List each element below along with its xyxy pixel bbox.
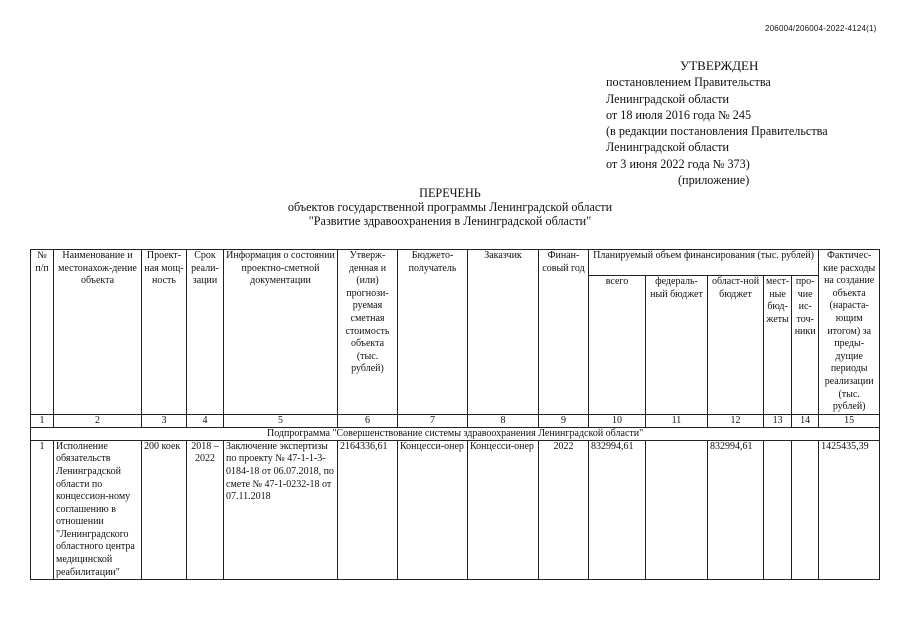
cell-regional: 832994,61 [708,440,764,580]
approval-appendix: (приложение) [678,173,750,188]
document-id: 206004/206004-2022-4124(1) [765,24,877,33]
cell-year: 2022 [539,440,589,580]
header-row [31,250,880,276]
cell-federal [646,440,708,580]
header-total: всего [589,276,646,415]
header-year: Финан-совый год [539,250,589,415]
column-number: 7 [398,414,468,427]
cell-name: Исполнение обязательств Ленинградской области по концессион-ному соглашению в отношении "Ленинградского областного центра медицинской реабилитации" [54,440,142,580]
column-number: 8 [468,414,539,427]
cell-capacity: 200 коек [142,440,187,580]
title-line: объектов государственной программы Ленинградской области [287,200,613,215]
approval-line: (в редакции постановления Правительства [606,124,828,139]
header-capacity: Проект-ная мощ-ность [142,250,187,415]
cell-cost: 2164336,61 [338,440,398,580]
column-number: 5 [224,414,338,427]
title-line: ПЕРЕЧЕНЬ [419,186,481,200]
cell-actual: 1425435,39 [819,440,880,580]
column-number: 2 [54,414,142,427]
cell-other [792,440,819,580]
header-federal: федераль-ный бюджет [646,276,708,415]
column-number: 10 [589,414,646,427]
column-number: 4 [187,414,224,427]
header-docs: Информация о состоянии проектно-сметной документации [224,250,338,415]
cell-num: 1 [31,440,54,580]
column-number: 12 [708,414,764,427]
header-term: Срок реали-зации [187,250,224,415]
cell-total: 832994,61 [589,440,646,580]
approval-block [606,58,886,188]
header-num: № п/п [31,250,54,415]
column-numbers-row [31,414,880,427]
column-number: 9 [539,414,589,427]
approval-line: постановлением Правительства [606,75,771,90]
header-local: мест-ные бюд-жеты [764,276,792,415]
column-number: 6 [338,414,398,427]
header-cost: Утверж-денная и (или) прогнози-руемая сметная стоимость объекта (тыс. рублей) [338,250,398,415]
table-row [31,440,880,580]
approval-line: от 18 июля 2016 года № 245 [606,107,752,122]
column-number: 15 [819,414,880,427]
approval-line: Ленинградской области [606,140,729,155]
header-customer: Заказчик [468,250,539,415]
column-number: 3 [142,414,187,427]
cell-recipient: Концесси-онер [398,440,468,580]
cell-term: 2018 – 2022 [187,440,224,580]
approval-heading: УТВЕРЖДЕН [680,58,759,73]
title-line: "Развитие здравоохранения в Ленинградской области" [308,214,592,229]
column-number: 11 [646,414,708,427]
cell-local [764,440,792,580]
column-number: 14 [792,414,819,427]
subprogram-row [31,427,880,440]
column-number: 13 [764,414,792,427]
header-actual: Фактичес-кие расходы на создание объекта (нараста-ющим итогом) за преды-дущие периоды реализации (тыс. рублей) [819,250,880,415]
cell-docs: Заключение экспертизы по проекту № 47-1-1-3-0184-18 от 06.07.2018, по смете № 47-1-0232-18 от 07.11.2018 [224,440,338,580]
objects-table [30,249,880,580]
header-regional: област-ной бюджет [708,276,764,415]
header-name: Наименование и местонахож-дение объекта [54,250,142,415]
subprogram-title: Подпрограмма "Совершенствование системы здравоохранения Ленинградской области" [31,427,880,440]
column-number: 1 [31,414,54,427]
header-recipient: Бюджето-получатель [398,250,468,415]
cell-customer: Концесси-онер [468,440,539,580]
approval-line: от 3 июня 2022 года № 373) [606,156,750,171]
header-other: про-чие ис-точ-ники [792,276,819,415]
header-funding-group: Планируемый объем финансирования (тыс. рублей) [589,250,819,276]
approval-line: Ленинградской области [606,91,729,106]
document-title [240,186,660,229]
